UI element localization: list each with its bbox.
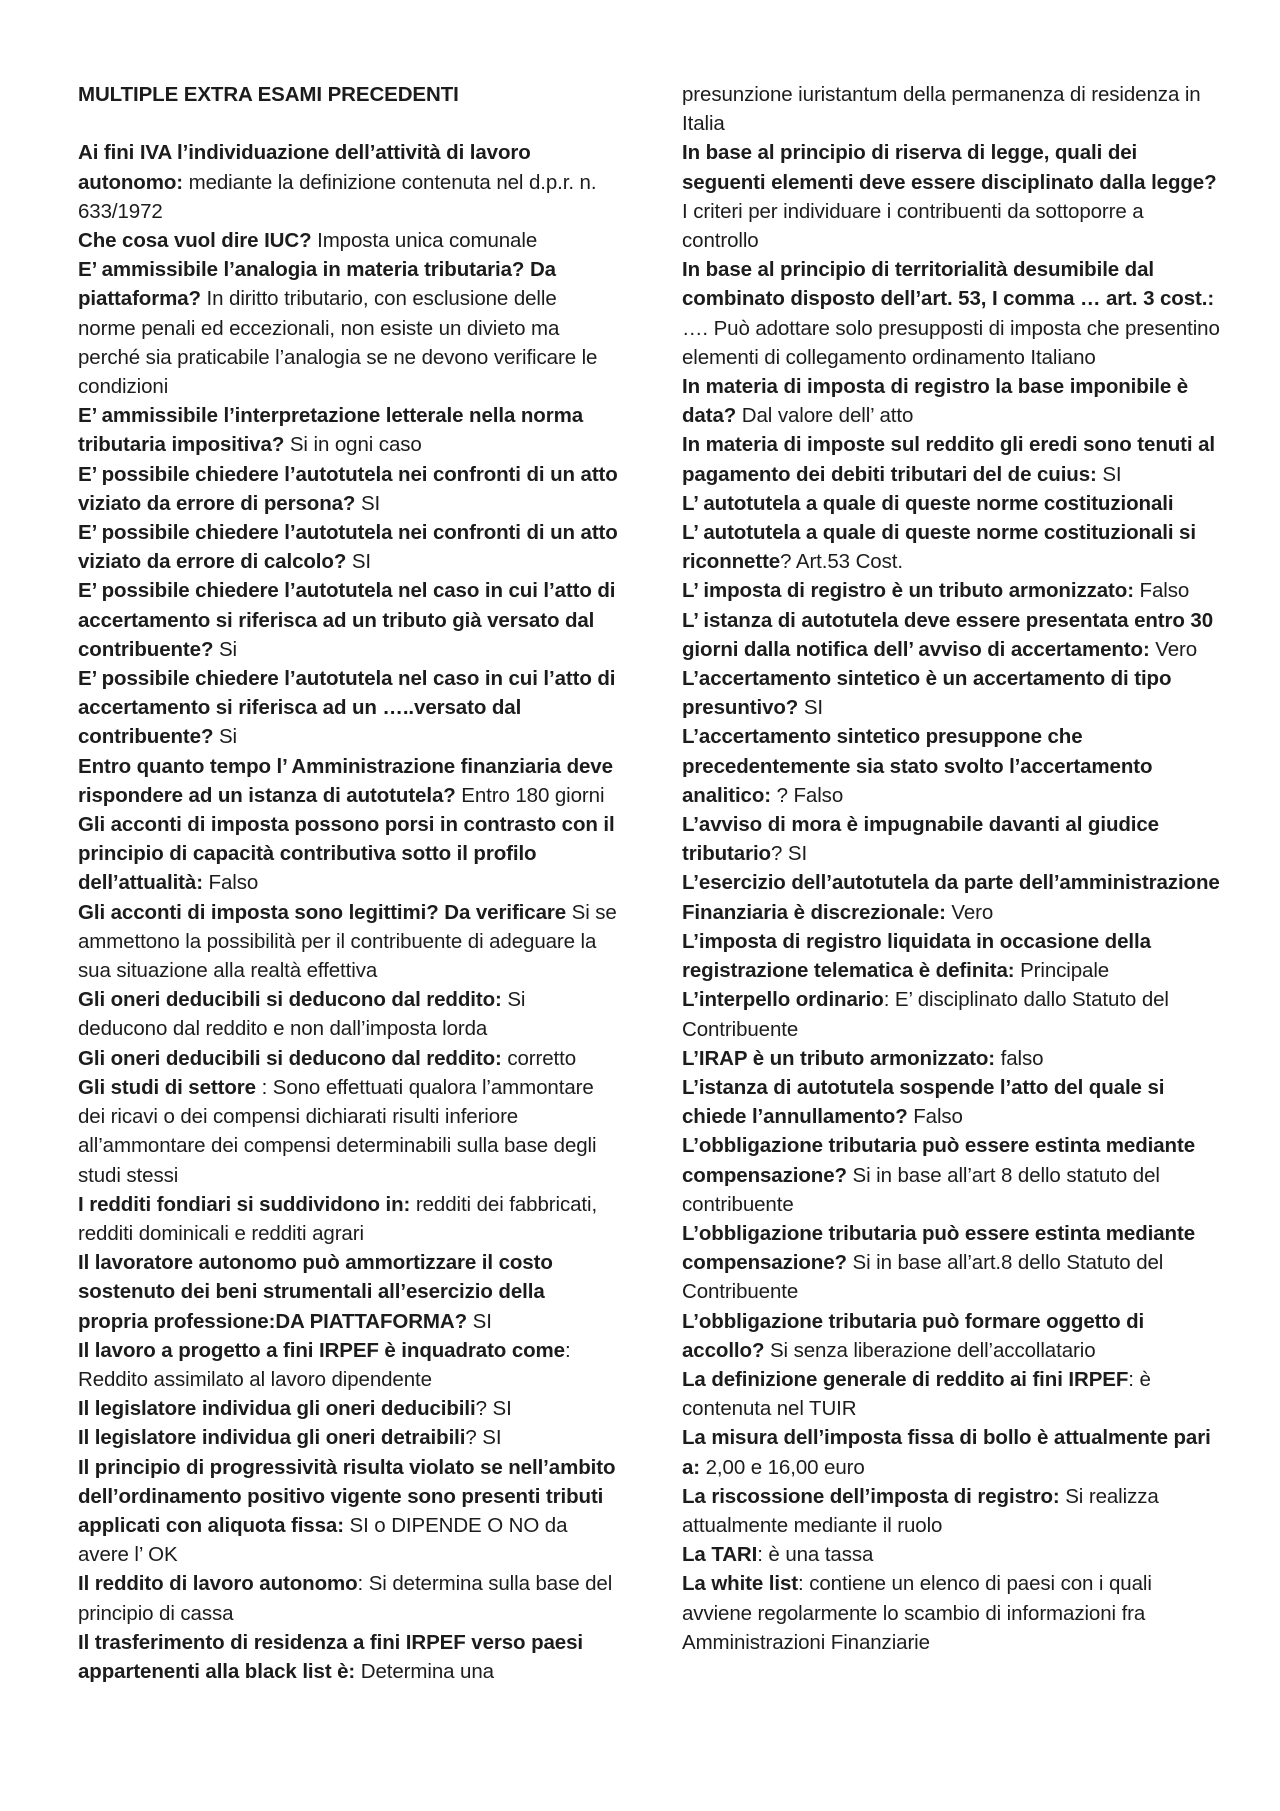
answer-text: : è contenuta nel TUIR: [682, 1367, 1151, 1421]
question-text: L’ autotutela a quale di queste norme costituzionali: [682, 491, 1174, 515]
qa-entry: [682, 1307, 1222, 1365]
question-text: L’ imposta di registro è un tributo armonizzato:: [682, 579, 1134, 603]
qa-entry: [78, 985, 618, 1043]
qa-entry: [78, 1248, 618, 1336]
question-text: Il reddito di lavoro autonomo: [78, 1572, 358, 1596]
qa-entry: [78, 1628, 618, 1686]
question-text: I redditi fondiari si suddividono in:: [78, 1192, 411, 1216]
answer-text: redditi dei fabbricati, redditi dominicali e redditi agrari: [78, 1192, 598, 1245]
question-text: Gli studi di settore: [78, 1075, 256, 1099]
question-text: In base al principio di riserva di legge, quali dei seguenti elementi deve essere disciplinato dalla legge?: [682, 141, 1217, 194]
qa-entry: [682, 430, 1222, 488]
qa-entry: [682, 1540, 1222, 1569]
answer-text: Falso: [1133, 579, 1190, 603]
qa-entry: [682, 664, 1222, 722]
question-text: Il legislatore individua gli oneri deducibili: [78, 1397, 476, 1421]
qa-entry: [682, 489, 1222, 518]
answer-text: Si realizza attualmente mediante il ruolo: [682, 1484, 1159, 1537]
answer-text: Vero: [1149, 637, 1198, 661]
question-text: E’ possibile chiedere l’autotutela nel caso in cui l’atto di accertamento si riferisca ad un …..versato dal contribuente?: [78, 667, 616, 749]
document-title: MULTIPLE EXTRA ESAMI PRECEDENTI: [78, 83, 459, 106]
qa-entry: [78, 401, 618, 459]
answer-text: SI: [355, 491, 381, 515]
answer-text: Si in base all’art 8 dello statuto del contribuente: [682, 1163, 1160, 1216]
answer-text: Si se ammettono la possibilità per il contribuente di adeguare la sua situazione alla realtà effettiva: [78, 900, 617, 983]
qa-entry: [682, 606, 1222, 664]
qa-entry: [682, 255, 1222, 372]
answer-text: Si senza liberazione dell’accollatario: [764, 1338, 1096, 1362]
qa-entry: [78, 898, 618, 986]
qa-entry: [682, 80, 1222, 138]
answer-text: Entro 180 giorni: [455, 783, 605, 807]
question-text: In materia di imposte sul reddito gli eredi sono tenuti al pagamento dei debiti tributari del de cuius:: [682, 433, 1215, 486]
left-column: [78, 80, 618, 1686]
question-text: Gli oneri deducibili si deducono dal reddito:: [78, 988, 502, 1012]
question-text: In base al principio di territorialità desumibile dal combinato disposto dell’art. 53, I comma … art. 3 cost.:: [682, 258, 1215, 311]
qa-entry: [682, 868, 1222, 926]
qa-entry: [78, 1423, 618, 1452]
answer-text: Vero: [945, 900, 994, 924]
qa-entry: [682, 1569, 1222, 1657]
answer-text: : è una tassa: [757, 1543, 874, 1567]
qa-entry: [682, 518, 1222, 576]
qa-entry: [78, 518, 618, 576]
qa-entry: [682, 722, 1222, 810]
qa-entry: [78, 255, 618, 401]
answer-text: I criteri per individuare i contribuenti da sottoporre a controllo: [682, 199, 1144, 253]
left-entries-list: [78, 138, 618, 1686]
question-text: La white list: [682, 1572, 799, 1596]
qa-entry: [682, 1423, 1222, 1481]
answer-text: Imposta unica comunale: [311, 229, 538, 252]
qa-entry: [682, 1044, 1222, 1073]
answer-text: SI: [798, 696, 823, 720]
question-text: L’istanza di autotutela sospende l’atto del quale si chiede l’annullamento?: [682, 1075, 1165, 1129]
question-text: Il legislatore individua gli oneri detraibili: [78, 1426, 466, 1450]
qa-entry: [682, 810, 1222, 868]
qa-entry: [78, 752, 618, 810]
answer-text: SI: [1096, 462, 1122, 486]
question-text: La riscossione dell’imposta di registro:: [682, 1484, 1060, 1508]
answer-text: presunzione iuristantum della permanenza di residenza in Italia: [682, 83, 1201, 136]
answer-text: ? SI: [475, 1397, 512, 1421]
answer-text: SI: [467, 1309, 492, 1333]
qa-entry: [78, 1336, 618, 1394]
qa-entry: [682, 138, 1222, 255]
answer-text: mediante la definizione contenuta nel d.p.r. n. 633/1972: [78, 170, 597, 223]
question-text: L’avviso di mora è impugnabile davanti al giudice tributario: [682, 813, 1159, 866]
answer-text: Si in ogni caso: [284, 433, 422, 457]
qa-entry: [78, 1073, 618, 1190]
answer-text: Falso: [907, 1105, 963, 1129]
answer-text: : E’ disciplinato dallo Statuto del Contribuente: [682, 988, 1169, 1041]
answer-text: falso: [995, 1046, 1044, 1070]
qa-entry: [682, 985, 1222, 1043]
answer-text: Principale: [1014, 959, 1110, 983]
answer-text: Determina una: [355, 1659, 494, 1683]
question-text: Gli oneri deducibili si deducono dal reddito:: [78, 1046, 502, 1070]
question-text: La definizione generale di reddito ai fini IRPEF: [682, 1367, 1129, 1391]
qa-entry: [78, 664, 618, 752]
qa-entry: [78, 1190, 618, 1248]
question-text: Gli acconti di imposta possono porsi in contrasto con il principio di capacità contributiva sotto il profilo dell’attualità:: [78, 813, 615, 895]
question-text: E’ ammissibile l’interpretazione letterale nella norma tributaria impositiva?: [78, 404, 584, 457]
question-text: Il lavoro a progetto a fini IRPEF è inquadrato come: [78, 1338, 565, 1362]
answer-text: …. Può adottare solo presupposti di imposta che presentino elementi di collegamento ordinamento Italiano: [682, 316, 1220, 369]
question-text: Ai fini IVA l’individuazione dell’attività di lavoro autonomo:: [78, 141, 531, 194]
question-text: E’ possibile chiedere l’autotutela nel caso in cui l’atto di accertamento si riferisca ad un tributo già versato dal contribuente?: [78, 579, 616, 661]
question-text: Gli acconti di imposta sono legittimi? Da verificare: [78, 900, 567, 924]
qa-entry: [682, 372, 1222, 430]
question-text: L’obbligazione tributaria può essere estinta mediante compensazione?: [682, 1221, 1196, 1275]
question-text: La misura dell’imposta fissa di bollo è attualmente pari a:: [682, 1426, 1211, 1479]
question-text: L’accertamento sintetico è un accertamento di tipo presuntivo?: [682, 667, 1172, 720]
question-text: Entro quanto tempo l’ Amministrazione finanziaria deve rispondere ad un istanza di autotutela?: [78, 754, 613, 807]
answer-text: Falso: [202, 871, 259, 895]
answer-text: : Reddito assimilato al lavoro dipendente: [78, 1338, 571, 1391]
answer-text: In diritto tributario, con esclusione delle norme penali ed eccezionali, non esiste un divieto ma perché sia praticabile l’analogia se ne devono verificare le condizioni: [78, 287, 598, 399]
qa-entry: [78, 1394, 618, 1423]
qa-entry: [682, 1482, 1222, 1540]
question-text: Il lavoratore autonomo può ammortizzare il costo sostenuto dei beni strumentali all’esercizio della propria professione:DA PIATTAFORMA?: [78, 1251, 553, 1333]
answer-text: Si: [213, 725, 237, 749]
question-text: L’ istanza di autotutela deve essere presentata entro 30 giorni dalla notifica dell’ avviso di accertamento:: [682, 608, 1214, 661]
qa-entry: [682, 576, 1222, 605]
qa-entry: [78, 810, 618, 898]
answer-text: 2,00 e 16,00 euro: [700, 1455, 865, 1479]
qa-entry: [682, 1073, 1222, 1131]
qa-entry: [78, 226, 618, 255]
question-text: L’obbligazione tributaria può formare oggetto di accollo?: [682, 1309, 1145, 1362]
answer-text: ? SI: [465, 1426, 502, 1450]
qa-entry: [78, 460, 618, 518]
question-text: Che cosa vuol dire IUC?: [78, 229, 312, 252]
qa-entry: [78, 138, 618, 226]
answer-text: Dal valore dell’ atto: [736, 404, 914, 428]
question-text: Il trasferimento di residenza a fini IRPEF verso paesi appartenenti alla black list è:: [78, 1630, 583, 1683]
qa-entry: [682, 1131, 1222, 1219]
answer-text: : Si determina sulla base del principio di cassa: [78, 1572, 613, 1625]
answer-text: ? Falso: [771, 783, 844, 807]
answer-text: Si in base all’art.8 dello Statuto del Contribuente: [682, 1251, 1164, 1304]
qa-entry: [78, 1044, 618, 1073]
question-text: L’imposta di registro liquidata in occasione della registrazione telematica è definita:: [682, 929, 1151, 983]
answer-text: : Sono effettuati qualora l’ammontare dei ricavi o dei compensi dichiarati risulti inferiore all’ammontare dei compensi determinabili sulla base degli studi stessi: [78, 1075, 597, 1187]
answer-text: Si: [213, 637, 237, 661]
answer-text: SI: [346, 550, 372, 574]
question-text: L’accertamento sintetico presuppone che precedentemente sia stato svolto l’accertamento analitico:: [682, 725, 1153, 807]
question-text: Il principio di progressività risulta violato se nell’ambito dell’ordinamento positivo vigente sono presenti tributi applicati con aliquota fissa:: [78, 1455, 616, 1537]
answer-text: Si deducono dal reddito e non dall’imposta lorda: [78, 988, 526, 1041]
qa-entry: [682, 927, 1222, 985]
answer-text: : contiene un elenco di paesi con i quali avviene regolarmente lo scambio di informazioni fra Amministrazioni Finanziarie: [682, 1572, 1152, 1654]
qa-entry: [682, 1365, 1222, 1423]
question-text: In materia di imposta di registro la base imponibile è data?: [682, 375, 1189, 428]
answer-text: ? SI: [770, 842, 808, 866]
question-text: L’ autotutela a quale di queste norme costituzionali si riconnette: [682, 521, 1196, 574]
question-text: E’ ammissibile l’analogia in materia tributaria? Da piattaforma?: [78, 258, 556, 311]
qa-entry: [78, 576, 618, 664]
qa-entry: [682, 1219, 1222, 1307]
answer-text: corretto: [501, 1046, 577, 1070]
question-text: E’ possibile chiedere l’autotutela nei confronti di un atto viziato da errore di calcolo?: [78, 521, 618, 574]
question-text: L’obbligazione tributaria può essere estinta mediante compensazione?: [682, 1134, 1196, 1187]
qa-entry: [78, 1569, 618, 1627]
answer-text: ? Art.53 Cost.: [780, 550, 903, 574]
qa-entry: [78, 1453, 618, 1570]
answer-text: SI o DIPENDE O NO da avere l’ OK: [78, 1513, 568, 1567]
right-entries-list: [682, 80, 1222, 1657]
question-text: L’IRAP è un tributo armonizzato:: [682, 1046, 996, 1070]
right-column: [682, 80, 1222, 1657]
question-text: L’interpello ordinario: [682, 988, 884, 1012]
question-text: E’ possibile chiedere l’autotutela nei confronti di un atto viziato da errore di persona?: [78, 462, 618, 515]
question-text: La TARI: [682, 1543, 758, 1567]
question-text: L’esercizio dell’autotutela da parte dell’amministrazione Finanziaria è discrezionale:: [682, 871, 1220, 924]
